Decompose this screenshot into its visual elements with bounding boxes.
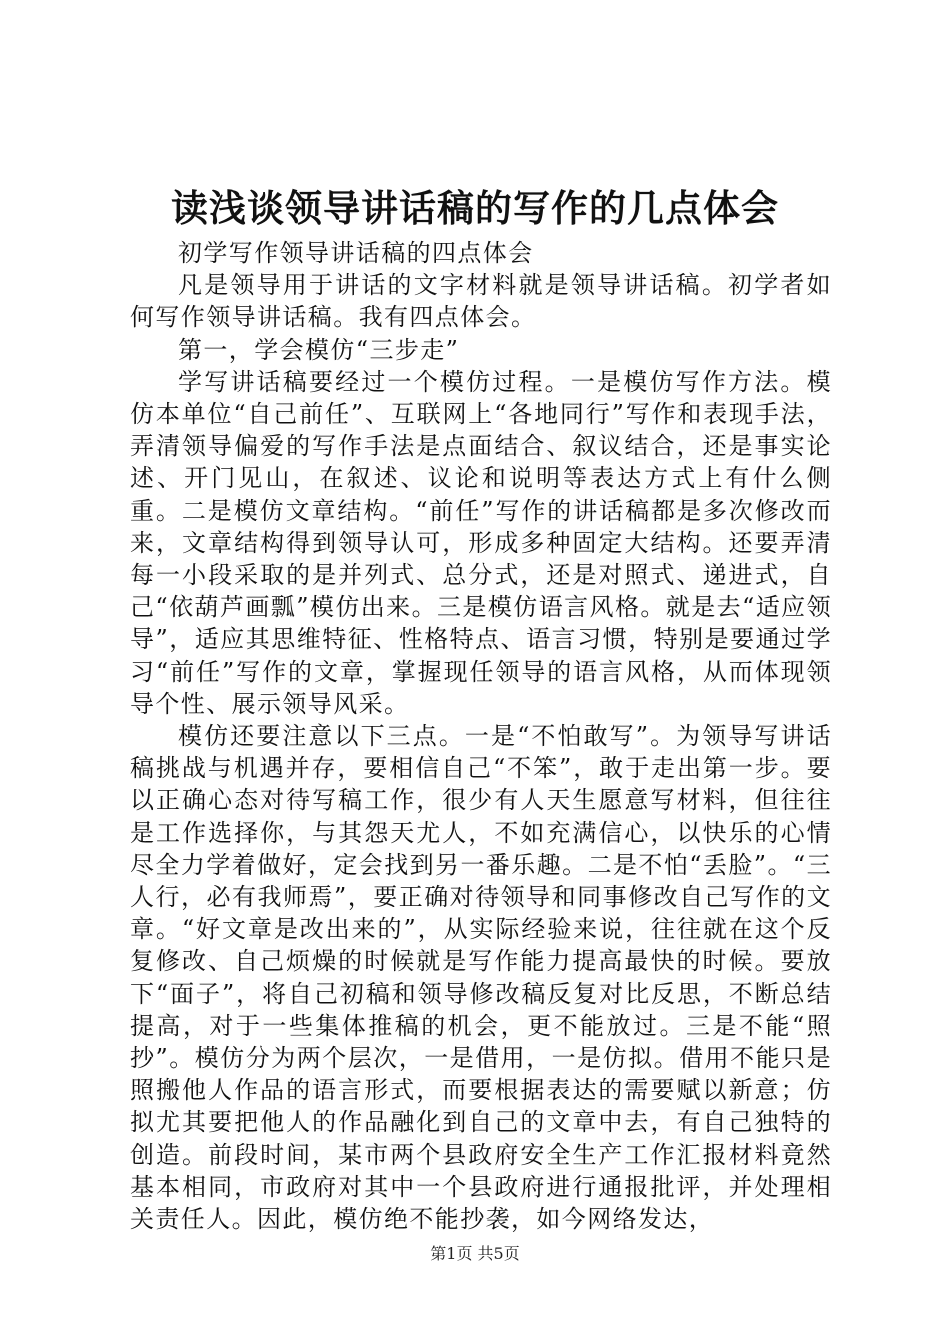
paragraph-imitation-notes: 模仿还要注意以下三点。一是“不怕敢写”。为领导写讲话稿挑战与机遇并存，要相信自己“不笨”，敢于走出第一步。要以正确心态对待写稿工作，很少有人天生愿意写材料，但往往是工作选择你，与其怨天尤人，不如充满信心，以快乐的心情尽全力学着做好，定会找到另一番乐趣。二是不怕“丢脸”。“三人行，必有我师焉”，要正确对待领导和同事修改自己写作的文章。“好文章是改出来的”，从实际经验来说，往往就在这个反复修改、自己烦燥的时候就是写作能力提高最快的时候。要放下“面子”，将自己初稿和领导修改稿反复对比反思，不断总结提高，对于一些集体推稿的机会，更不能放过。三是不能“照抄”。模仿分为两个层次，一是借用，一是仿拟。借用不能只是照搬他人作品的语言形式，而要根据表达的需要赋以新意；仿拟尤其要把他人的作品融化到自己的文章中去，有自己独特的创造。前段时间，某市两个县政府安全生产工作汇报材料竟然基本相同，市政府对其中一个县政府进行通报批评，并处理相关责任人。因此，模仿绝不能抄袭，如今网络发达，	[130, 722, 832, 1234]
paragraph-intro: 凡是领导用于讲话的文字材料就是领导讲话稿。初学者如何写作领导讲话稿。我有四点体会。	[130, 271, 832, 332]
paragraph-imitation-process: 学写讲话稿要经过一个模仿过程。一是模仿写作方法。模仿本单位“自己前任”、互联网上“各地同行”写作和表现手法，弄清领导偏爱的写作手法是点面结合、叙议结合，还是事实论述、开门见山，在叙述、议论和说明等表达方式上有什么侧重。二是模仿文章结构。“前任”写作的讲话稿都是多次修改而来，文章结构得到领导认可，形成多种固定大结构。还要弄清每一小段采取的是并列式、总分式，还是对照式、递进式，自己“依葫芦画瓢”模仿出来。三是模仿语言风格。就是去“适应领导”，适应其思维特征、性格特点、语言习惯，特别是要通过学习“前任”写作的文章，掌握现任领导的语言风格，从而体现领导个性、展示领导风采。	[130, 367, 832, 718]
section-heading-first: 第一，学会模仿“三步走”	[178, 335, 460, 364]
page-number: 第1页 共5页	[430, 1244, 520, 1263]
document-title: 读浅谈领导讲话稿的写作的几点体会	[171, 186, 779, 230]
paragraph-subtitle: 初学写作领导讲话稿的四点体会	[178, 239, 534, 267]
document-body	[130, 237, 832, 1235]
